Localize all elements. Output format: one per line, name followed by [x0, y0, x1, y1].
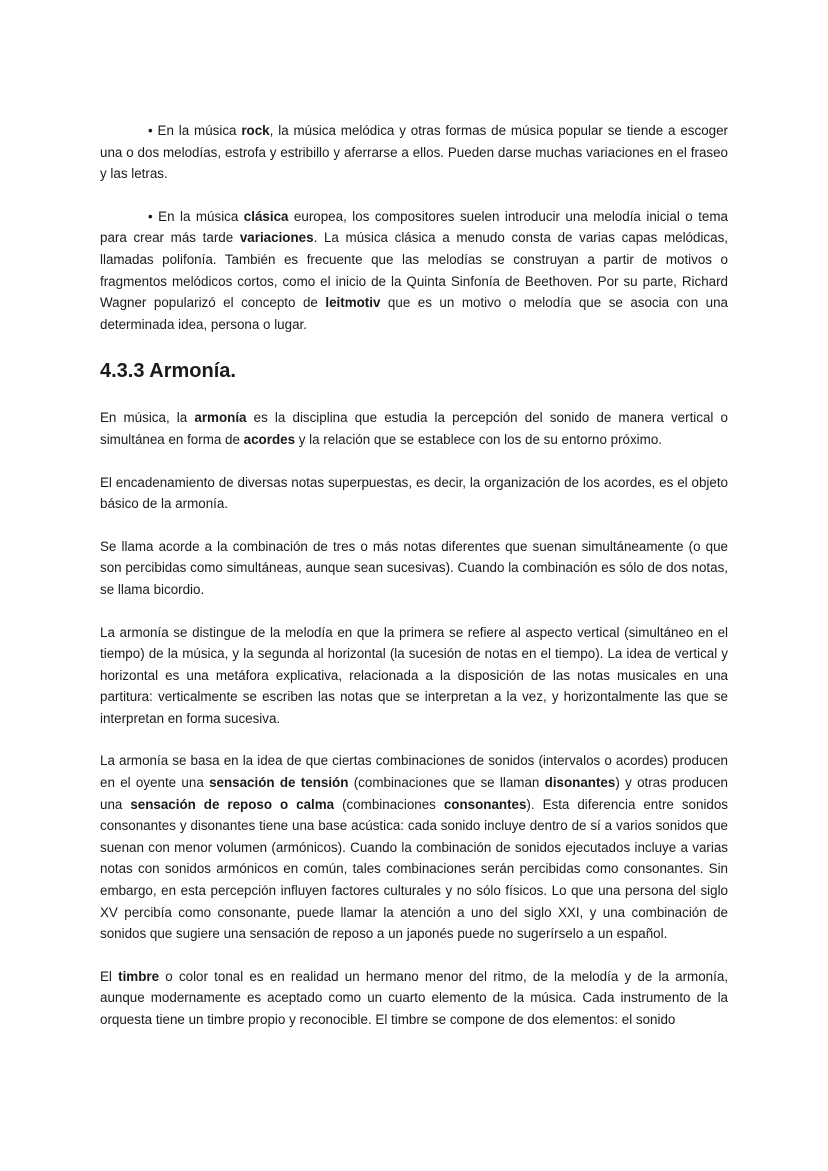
text-run: (combinaciones: [334, 796, 444, 812]
text-run: europea, los compositores suelen introducir una melodía inicial o tema para crear más tarde: [100, 208, 728, 246]
bold-term-armonia: armonía: [194, 410, 247, 426]
bold-term-acordes: acordes: [243, 431, 296, 447]
bold-term-consonantes: consonantes: [443, 796, 527, 812]
text-run: En música, la: [100, 410, 195, 426]
bold-term-clasica: clásica: [243, 208, 289, 224]
text-run: ). Esta diferencia entre sonidos consonantes y disonantes tiene una base acústica: cada sonido incluye dentro de sí a varios sonidos que suenan con menor volumen (armónicos). Cuando la combinación de sonidos ejecutados incluye a varias notas con sonidos armónicos en común, tales combinaciones serán percibidas como consonantes. Sin embargo, en esta percepción influyen factores culturales y no sólo físicos. Lo que una persona del siglo XV percibía como consonante, puede llamar la atención a uno del siglo XXI, y una combinación de sonidos que sugiere una sensación de reposo a un japonés puede no sugerírselo a un español.: [100, 796, 729, 942]
text-run: y la relación que se establece con los de su entorno próximo.: [295, 431, 662, 447]
text-run: , la música melódica y otras formas de música popular se tiende a escoger una o dos melodías, estrofa y estribillo y aferrarse a ellos. Pueden darse muchas variaciones en el fraseo y las letras.: [100, 123, 729, 182]
text-run: • En la música: [148, 208, 244, 224]
timbre-paragraph: [100, 966, 728, 1031]
encadenamiento-paragraph: El encadenamiento de diversas notas superpuestas, es decir, la organización de los acordes, es el objeto básico de la armonía.: [100, 474, 728, 512]
text-run: . La música clásica a menudo consta de varias capas melódicas, llamadas polifonía. También es frecuente que las melodías se construyan a partir de motivos o fragmentos melódicos cortos, como el inicio de la Quinta Sinfonía de Beethoven. Por su parte, Richard Wagner popularizó el concepto de: [100, 230, 728, 311]
text-run: o color tonal es en realidad un hermano menor del ritmo, de la melodía y de la armonía, aunque modernamente es aceptado como un cuarto elemento de la música. Cada instrumento de la orquesta tiene un timbre propio y reconocible. El timbre se compone de dos elementos: el sonido: [100, 968, 728, 1027]
text-run: es la disciplina que estudia la percepción del sonido de manera vertical o simultánea en forma de: [100, 410, 728, 447]
armonia-definition-paragraph: [100, 407, 728, 450]
text-run: La armonía se basa en la idea de que ciertas combinaciones de sonidos (intervalos o acordes) producen en el oyente una: [100, 753, 728, 791]
bullet-clasica-paragraph: [100, 206, 728, 336]
text-run: • En la música: [148, 123, 242, 138]
acorde-paragraph: Se llama acorde a la combinación de tres o más notas diferentes que suenan simultáneamente (o que son percibidas como simultáneas, aunque sean sucesivas). Cuando la combinación es sólo de dos notas, se llama bicordio.: [100, 538, 728, 597]
bold-term-rock: rock: [241, 123, 270, 138]
text-run: que es un motivo o melodía que se asocia con una determinada idea, persona o lugar.: [100, 295, 728, 332]
text-run: El: [100, 968, 119, 984]
bullet-rock-paragraph: [100, 120, 728, 185]
bold-term-disonantes: disonantes: [544, 775, 616, 791]
vertical-horizontal-paragraph: La armonía se distingue de la melodía en que la primera se refiere al aspecto vertical (simultáneo en el tiempo) de la música, y la segunda al horizontal (la sucesión de notas en el tiempo). La idea de vertical y horizontal es una metáfora explicativa, relacionada a la disposición de las notas musicales en una partitura: verticalmente se escriben las notas que se interpretan a la vez, y horizontalmente las que se interpretan en forma sucesiva.: [100, 624, 728, 726]
bold-term-timbre: timbre: [118, 968, 160, 984]
bold-term-tension: sensación de tensión: [209, 775, 349, 791]
text-run: (combinaciones que se llaman: [348, 775, 545, 791]
bold-term-leitmotiv: leitmotiv: [325, 295, 381, 311]
text-run: ) y otras producen una: [100, 775, 728, 812]
consonancia-paragraph: [100, 750, 728, 944]
bold-term-reposo: sensación de reposo o calma: [130, 796, 335, 812]
section-heading: 4.3.3 Armonía.: [100, 360, 236, 383]
bold-term-variaciones: variaciones: [239, 230, 314, 246]
